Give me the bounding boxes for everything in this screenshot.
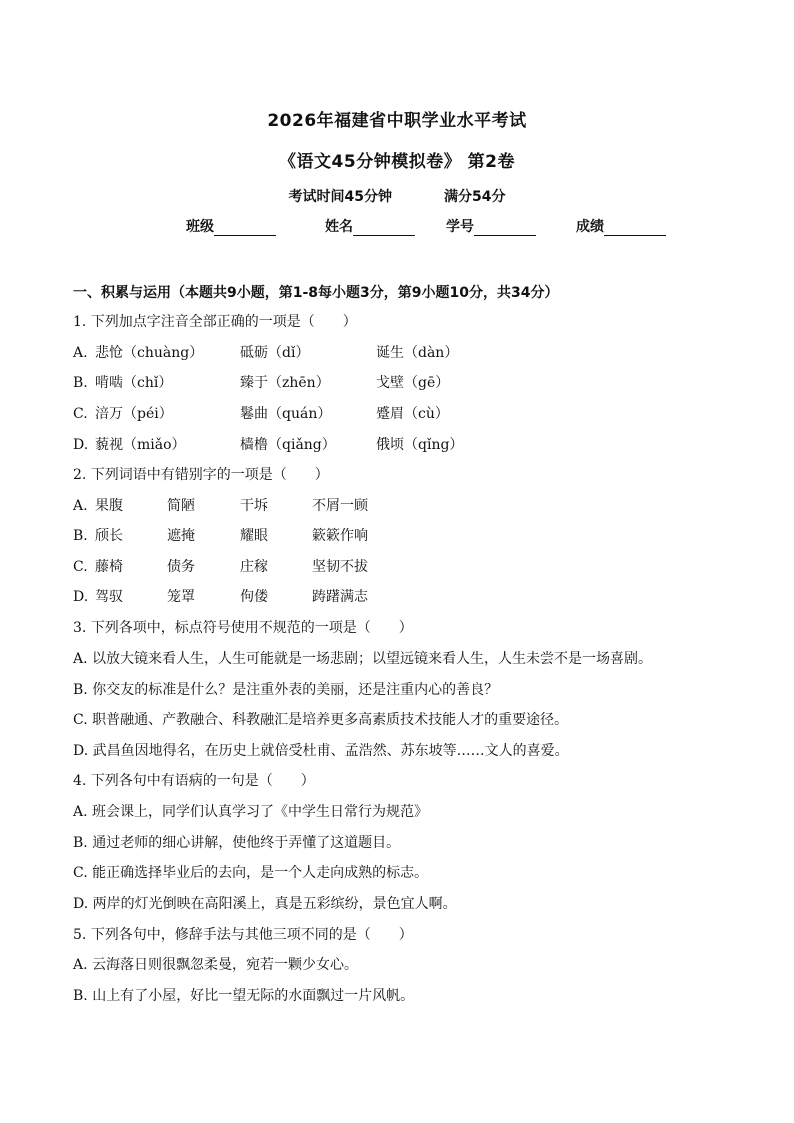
option-item: 悲怆（chuàng） — [95, 345, 204, 361]
student-id-field — [446, 216, 536, 236]
option-item: 樯橹（qiǎng） — [240, 437, 336, 453]
option-item: 鬈曲（quán） — [240, 406, 332, 422]
option-item: 踌躇满志 — [312, 589, 368, 605]
exam-time: 考试时间45分钟 — [288, 189, 392, 205]
question-4-stem: 4. 下列各句中有语病的一句是（ ） — [73, 773, 315, 789]
option-item: 遮掩 — [167, 528, 195, 544]
question-3-option-c[interactable]: C. 职普融通、产教融合、科教融汇是培养更多高素质技术技能人才的重要途径。 — [73, 712, 569, 728]
option-item: 简陋 — [167, 498, 195, 514]
option-letter: B. — [73, 375, 88, 391]
question-3-option-a[interactable]: A. 以放大镜来看人生，人生可能就是一场悲剧；以望远镜来看人生，人生未尝不是一场喜剧。 — [73, 651, 653, 667]
option-item: 诞生（dàn） — [376, 345, 459, 361]
option-item: 簌簌作响 — [312, 528, 368, 544]
option-item: 藤椅 — [95, 559, 123, 575]
option-item: 俄顷（qǐng） — [376, 437, 464, 453]
class-blank[interactable] — [214, 221, 276, 236]
option-item: 颀长 — [95, 528, 123, 544]
option-item: 债务 — [167, 559, 195, 575]
section-heading: 一、积累与运用（本题共9小题，第1-8每小题3分，第9小题10分，共34分） — [73, 285, 559, 301]
question-2-stem: 2. 下列词语中有错别字的一项是（ ） — [73, 467, 329, 483]
option-item: 不屑一顾 — [312, 498, 368, 514]
question-4-option-b[interactable]: B. 通过老师的细心讲解，使他终于弄懂了这道题目。 — [73, 835, 401, 851]
question-4-option-a[interactable]: A. 班会课上，同学们认真学习了《中学生日常行为规范》 — [73, 804, 429, 820]
option-item: 庄稼 — [240, 559, 268, 575]
question-1-stem: 1. 下列加点字注音全部正确的一项是（ ） — [73, 314, 357, 330]
option-letter: A. — [73, 345, 88, 361]
exam-meta — [0, 186, 794, 206]
score-label: 成绩 — [576, 219, 604, 235]
name-field — [325, 216, 415, 236]
option-item: 戈壁（gē） — [376, 375, 450, 391]
question-1-option-b[interactable] — [73, 374, 773, 392]
option-item: 涪万（péi） — [95, 406, 173, 422]
option-letter: A. — [73, 498, 88, 514]
option-item: 坚韧不拔 — [312, 559, 368, 575]
option-item: 干坼 — [240, 498, 268, 514]
question-5-option-a[interactable]: A. 云海落日则很飘忽柔曼，宛若一颗少女心。 — [73, 957, 359, 973]
question-5-stem: 5. 下列各句中，修辞手法与其他三项不同的是（ ） — [73, 927, 413, 943]
option-item: 啃啮（chǐ） — [95, 375, 173, 391]
question-3-stem: 3. 下列各项中，标点符号使用不规范的一项是（ ） — [73, 620, 413, 636]
option-item: 蹙眉（cù） — [376, 406, 449, 422]
option-item: 藐视（miǎo） — [95, 437, 186, 453]
student-id-blank[interactable] — [474, 221, 536, 236]
full-score: 满分54分 — [444, 189, 506, 205]
score-field — [576, 216, 666, 236]
question-5-option-b[interactable]: B. 山上有了小屋，好比一望无际的水面飘过一片风帆。 — [73, 988, 415, 1004]
question-1-option-a[interactable] — [73, 344, 773, 362]
name-label: 姓名 — [325, 219, 353, 235]
question-2-option-a[interactable] — [73, 497, 773, 515]
option-letter: C. — [73, 559, 88, 575]
question-3-option-d[interactable]: D. 武昌鱼因地得名，在历史上就倍受杜甫、孟浩然、苏东坡等……文人的喜爱。 — [73, 743, 569, 759]
question-1-option-c[interactable] — [73, 405, 773, 423]
option-letter: D. — [73, 589, 89, 605]
question-1-option-d[interactable] — [73, 436, 773, 454]
option-item: 耀眼 — [240, 528, 268, 544]
option-item: 砥砺（dǐ） — [240, 345, 310, 361]
option-item: 佝偻 — [240, 589, 268, 605]
question-3-option-b[interactable]: B. 你交友的标准是什么？是注重外表的美丽，还是注重内心的善良？ — [73, 682, 499, 698]
option-item: 臻于（zhēn） — [240, 375, 330, 391]
exam-subtitle: 《语文45分钟模拟卷》 第2卷 — [279, 152, 515, 172]
question-4-option-c[interactable]: C. 能正确选择毕业后的去向，是一个人走向成熟的标志。 — [73, 865, 429, 881]
class-field — [186, 216, 276, 236]
question-2-option-b[interactable] — [73, 527, 773, 545]
option-letter: D. — [73, 437, 89, 453]
question-2-option-d[interactable] — [73, 588, 773, 606]
option-letter: C. — [73, 406, 88, 422]
question-4-option-d[interactable]: D. 两岸的灯光倒映在高阳溪上，真是五彩缤纷，景色宜人啊。 — [73, 896, 457, 912]
class-label: 班级 — [186, 219, 214, 235]
name-blank[interactable] — [353, 221, 415, 236]
option-item: 笼罩 — [167, 589, 195, 605]
student-id-label: 学号 — [446, 219, 474, 235]
option-item: 驾驭 — [95, 589, 123, 605]
option-letter: B. — [73, 528, 88, 544]
question-2-option-c[interactable] — [73, 558, 773, 576]
exam-title: 2026年福建省中职学业水平考试 — [267, 111, 527, 131]
score-blank[interactable] — [604, 221, 666, 236]
option-item: 果腹 — [95, 498, 123, 514]
